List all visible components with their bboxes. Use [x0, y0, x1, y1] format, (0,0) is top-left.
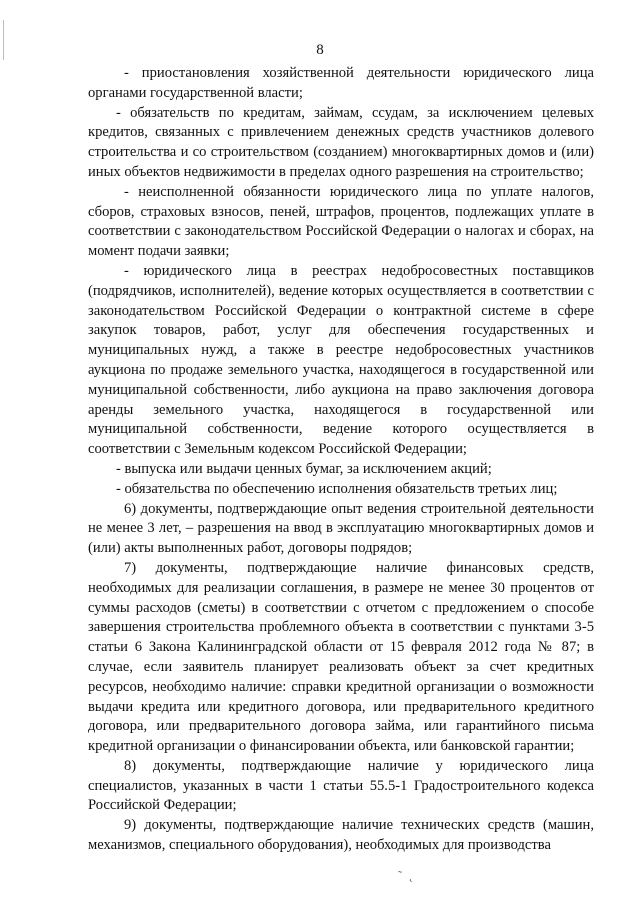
- paragraph-securities: - выпуска или выдачи ценных бумаг, за исключением акций;: [116, 460, 492, 477]
- page-number: 8: [316, 42, 324, 58]
- document-body: [88, 64, 594, 856]
- paragraph-obligations-credits: - обязательств по кредитам, займам, ссудам, за исключением целевых кредитов, связанных с привлечением денежных средств участников долевого строительства и со строительством (созданием) многоквартирных домов и (или) иных объектов недвижимости в пределах одного разрешения на строительство;: [88, 104, 594, 180]
- paragraph-item-7: 7) документы, подтверждающие наличие финансовых средств, необходимых для реализации соглашения, в размере не менее 30 процентов от суммы расходов (сметы) в соответствии с отчетом с предложением о способе завершения строительства проблемного объекта в соответствии с пунктами 3-5 статьи 6 Закона Калининградской области от 15 февраля 2012 года № 87; в случае, если заявитель планирует реализовать объект за счет кредитных ресурсов, необходимо наличие: справки кредитной организации о возможности выдачи кредита или кредитного договора, или предварительного кредитного договора, или предварительного договора займа, или гарантийного письма кредитной организации о финансировании объекта, или банковской гарантии;: [88, 559, 594, 755]
- paragraph-unfair-suppliers-registry: - юридического лица в реестрах недобросовестных поставщиков (подрядчиков, исполнителей), ведение которых осуществляется в соответствии с законодательством Российской Федерации о контрактной системе в сфере закупок товаров, работ, услуг для обеспечения государственных и муниципальных нужд, а также в реестре недобросовестных участников аукциона по продаже земельного участка, находящегося в государственной или муниципальной собственности, либо аукциона на право заключения договора аренды земельного участка, находящегося в государственной или муниципальной собственности, ведение которого осуществляется в соответствии с Земельным кодексом Российской Федерации;: [88, 262, 594, 458]
- paragraph-item-9: 9) документы, подтверждающие наличие технических средств (машин, механизмов, специального оборудования), необходимых для производства: [88, 817, 594, 854]
- paragraph-tax-obligations: - неисполненной обязанности юридического лица по уплате налогов, сборов, страховых взносов, пеней, штрафов, процентов, подлежащих уплате в соответствии с законодательством Российской Федерации о налогах и сборах, на момент подачи заявки;: [88, 183, 594, 260]
- paragraph-third-party-obligations: - обязательства по обеспечению исполнения обязательств третьих лиц;: [116, 480, 558, 497]
- paragraph-suspension: - приостановления хозяйственной деятельности юридического лица органами государственной власти;: [88, 65, 594, 101]
- paragraph-item-6: 6) документы, подтверждающие опыт ведения строительной деятельности не менее 3 лет, – разрешения на ввод в эксплуатацию многоквартирных домов и (или) акты выполненных работ, договоры подрядов;: [88, 500, 594, 557]
- paragraph-item-8: 8) документы, подтверждающие наличие у юридического лица специалистов, указанных в части 1 статьи 55.5-1 Градостроительного кодекса Российской Федерации;: [88, 757, 594, 814]
- scan-artifact-mark: ˜ ˛: [398, 868, 415, 882]
